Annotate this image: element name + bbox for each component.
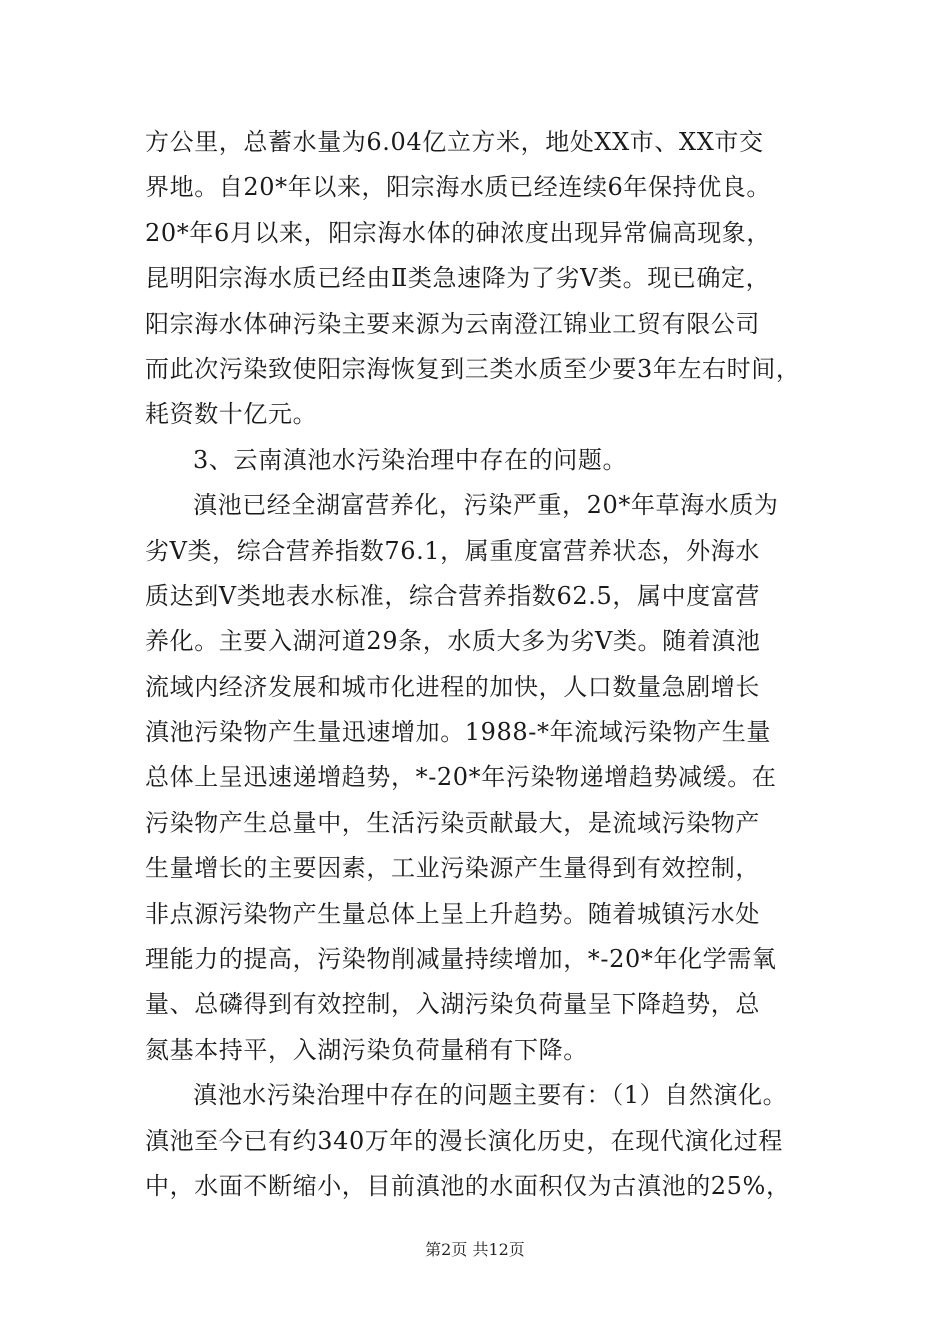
text-line: 阳宗海水体砷污染主要来源为云南澄江锦业工贸有限公司 — [145, 309, 760, 338]
text-line: 非点源污染物产生量总体上呈上升趋势。随着城镇污水处 — [145, 899, 760, 928]
text-line: 流域内经济发展和城市化进程的加快，人口数量急剧增长 — [145, 672, 760, 701]
text-line: 劣Ⅴ类，综合营养指数76.1，属重度富营养状态，外海水 — [145, 536, 760, 565]
text-line: 理能力的提高，污染物削减量持续增加，*-20*年化学需氧 — [145, 945, 777, 974]
page-footer: 第2页 共12页 — [425, 1240, 525, 1259]
text-line: 养化。主要入湖河道29条，水质大多为劣Ⅴ类。随着滇池 — [145, 627, 761, 656]
text-line: 滇池水污染治理中存在的问题主要有：（1）自然演化。 — [193, 1081, 788, 1110]
text-line: 20*年6月以来，阳宗海水体的砷浓度出现异常偏高现象， — [145, 218, 772, 247]
text-line: 滇池至今已有约340万年的漫长演化历史，在现代演化过程 — [145, 1126, 784, 1155]
text-line: 氮基本持平，入湖污染负荷量稍有下降。 — [145, 1035, 588, 1064]
document-body — [145, 120, 815, 1209]
text-line: 耗资数十亿元。 — [145, 400, 318, 429]
text-line: 质达到Ⅴ类地表水标准，综合营养指数62.5，属中度富营 — [145, 581, 760, 610]
text-line: 总体上呈迅速递增趋势，*-20*年污染物递增趋势减缓。在 — [145, 763, 777, 792]
text-line: 滇池污染物产生量迅速增加。1988-*年流域污染物产生量 — [145, 718, 771, 747]
text-line: 中，水面不断缩小，目前滇池的水面积仅为古滇池的25%， — [145, 1171, 791, 1200]
text-line: 界地。自20*年以来，阳宗海水质已经连续6年保持优良。 — [145, 173, 772, 202]
text-line: 而此次污染致使阳宗海恢复到三类水质至少要3年左右时间， — [145, 354, 801, 383]
text-line: 滇池已经全湖富营养化，污染严重，20*年草海水质为 — [193, 491, 779, 520]
text-line: 方公里，总蓄水量为6.04亿立方米，地处XX市、XX市交 — [145, 128, 764, 156]
text-line: 生量增长的主要因素，工业污染源产生量得到有效控制， — [145, 854, 760, 883]
text-line: 量、总磷得到有效控制，入湖污染负荷量呈下降趋势，总 — [145, 990, 760, 1019]
text-line: 3、云南滇池水污染治理中存在的问题。 — [193, 445, 628, 474]
text-line: 昆明阳宗海水质已经由Ⅱ类急速降为了劣Ⅴ类。现已确定， — [145, 264, 771, 293]
text-line: 污染物产生总量中，生活污染贡献最大，是流域污染物产 — [145, 808, 760, 837]
